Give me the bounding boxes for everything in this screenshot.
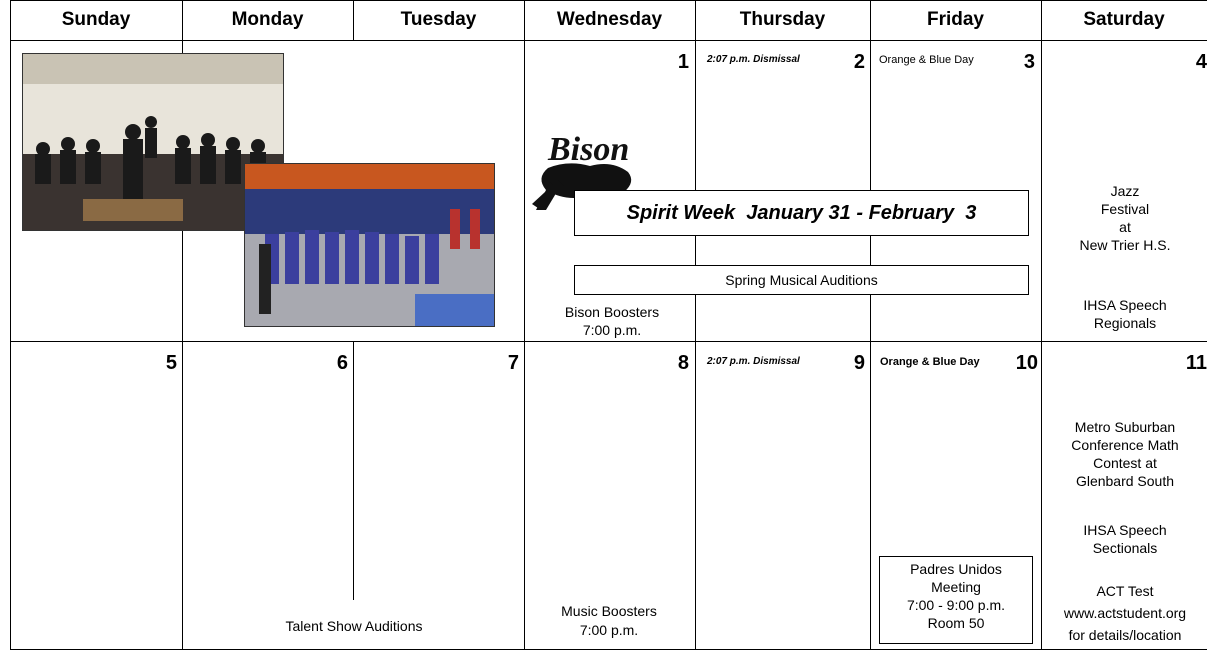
- jazz-line-2: Festival: [1100, 201, 1150, 217]
- date-7: 7: [507, 352, 519, 374]
- col-line-5: [870, 0, 871, 650]
- date-3: 3: [1023, 51, 1035, 73]
- date-4: 4: [1195, 51, 1207, 73]
- padres-line-4: Room 50: [927, 615, 985, 631]
- col-line-6: [1041, 0, 1042, 650]
- math-contest-line-4: Glenbard South: [1075, 473, 1175, 489]
- jazz-line-3: at: [1119, 219, 1131, 235]
- date-2: 2: [853, 51, 865, 73]
- ihsa-regionals-line-2: Regionals: [1093, 315, 1157, 331]
- bison-logo-text: Bison: [548, 131, 630, 168]
- header-friday: Friday: [926, 9, 985, 30]
- grid-left-line: [10, 0, 11, 650]
- act-test-line-2: www.actstudent.org: [1063, 605, 1187, 621]
- date-8: 8: [677, 352, 689, 374]
- math-contest-line-2: Conference Math: [1071, 437, 1179, 453]
- talent-show-auditions: Talent Show Auditions: [285, 618, 423, 634]
- header-thursday: Thursday: [739, 9, 826, 30]
- spring-musical-banner: [574, 265, 1029, 295]
- friday-orange-blue-note: Orange & Blue Day: [879, 54, 974, 66]
- spring-musical-text: Spring Musical Auditions: [725, 272, 878, 288]
- date-9: 9: [853, 352, 865, 374]
- jazz-line-1: Jazz: [1110, 183, 1140, 199]
- ihsa-sectionals-line-2: Sectionals: [1092, 540, 1158, 556]
- header-bottom-line: [10, 40, 1207, 41]
- date-5: 5: [165, 352, 177, 374]
- header-monday: Monday: [231, 9, 304, 30]
- col-line-3: [524, 0, 525, 650]
- choir-photo: [244, 163, 495, 327]
- spirit-week-banner: [574, 190, 1029, 236]
- padres-line-1: Padres Unidos: [910, 561, 1002, 577]
- bison-boosters-time: 7:00 p.m.: [582, 322, 642, 338]
- date-1: 1: [677, 51, 689, 73]
- bison-boosters-title: Bison Boosters: [564, 304, 660, 320]
- header-saturday: Saturday: [1083, 9, 1165, 30]
- ihsa-sectionals-line-1: IHSA Speech: [1083, 522, 1167, 538]
- date-6: 6: [336, 352, 348, 374]
- math-contest-line-3: Contest at: [1093, 455, 1157, 471]
- music-boosters-title: Music Boosters: [561, 603, 657, 619]
- padres-line-2: Meeting: [931, 579, 981, 595]
- math-contest-line-1: Metro Suburban: [1074, 419, 1176, 435]
- act-test-line-1: ACT Test: [1096, 583, 1154, 599]
- friday-orange-blue-note-2: Orange & Blue Day: [880, 356, 980, 368]
- date-11: 11: [1185, 352, 1207, 374]
- act-test-line-3: for details/location: [1068, 627, 1182, 643]
- header-tuesday: Tuesday: [400, 9, 477, 30]
- header-wednesday: Wednesday: [556, 9, 663, 30]
- week-divider-line: [10, 341, 1207, 342]
- thursday-dismissal-note-2: 2:07 p.m. Dismissal: [707, 356, 800, 367]
- spirit-week-text: Spirit Week January 31 - February 3: [626, 202, 977, 224]
- padres-unidos-box: [879, 556, 1033, 644]
- padres-line-3: 7:00 - 9:00 p.m.: [906, 597, 1006, 613]
- jazz-line-4: New Trier H.S.: [1079, 237, 1171, 253]
- col-line-2b: [353, 341, 354, 600]
- date-10: 10: [1015, 352, 1038, 374]
- header-sunday: Sunday: [61, 9, 131, 30]
- ihsa-regionals-line-1: IHSA Speech: [1083, 297, 1167, 313]
- thursday-dismissal-note: 2:07 p.m. Dismissal: [707, 54, 800, 65]
- music-boosters-time: 7:00 p.m.: [579, 622, 639, 638]
